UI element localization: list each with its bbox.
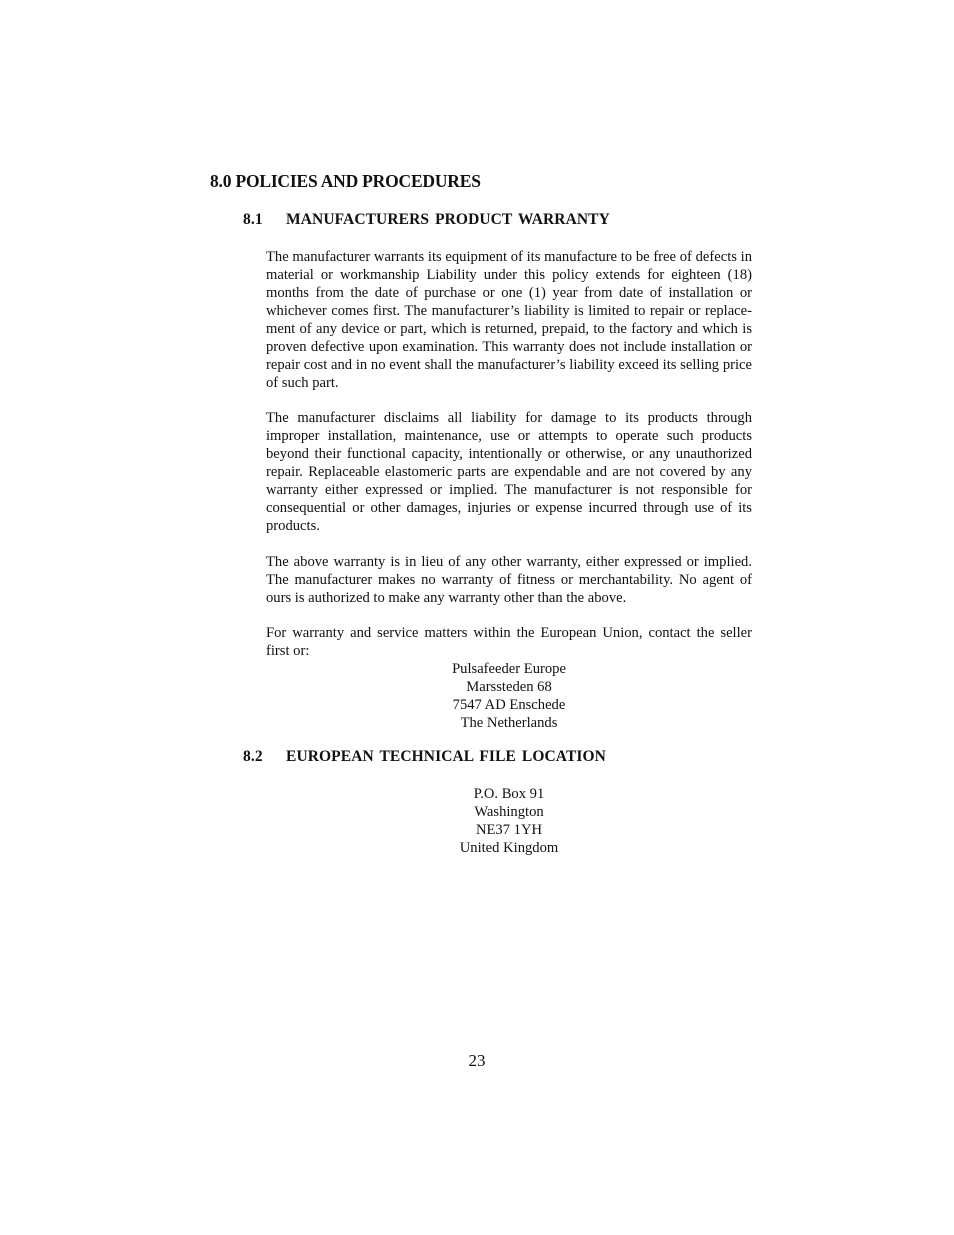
warranty-paragraph: The manufacturer warrants its equipment of its manufacture to be free of defects in material or workmanship Liability under this policy extends for eighteen (18) months from the date of purchase or one (1) year from date of installation or whichever comes first. The manufacturer’s liability is limited to repair or replace-ment of any device or part, which is returned, prepaid, to the factory and which is proven defective upon examination. This warranty does not include installation or repair cost and in no event shall the manufacturer’s liability exceed its selling price of such part.: [266, 249, 752, 391]
subsection-heading-technical-file: [243, 748, 606, 766]
address-line: P.O. Box 91: [473, 786, 545, 802]
disclaimer-paragraph: The manufacturer disclaims all liability for damage to its products through improper installation, maintenance, use or attempts to operate such products beyond their functional capacity, intentionally or otherwise, or any unauthorized repair. Replaceable elastomeric parts are expendable and are not covered by any warranty either expressed or implied. The manufacturer is not responsible for consequential or other damages, injuries or expense incurred through use of its products.: [266, 410, 752, 534]
subsection-number: 8.2: [243, 748, 263, 765]
address-line: Washington: [474, 804, 544, 820]
subsection-heading-warranty: [243, 211, 610, 229]
subsection-number: 8.1: [243, 211, 263, 228]
subsection-title: MANUFACTURERS PRODUCT WARRANTY: [286, 211, 610, 228]
address-line: United Kingdom: [459, 840, 559, 856]
subsection-title: EUROPEAN TECHNICAL FILE LOCATION: [286, 748, 606, 765]
eu-contact-address: [266, 660, 752, 732]
address-line: 7547 AD Enschede: [452, 697, 566, 713]
lieu-paragraph: The above warranty is in lieu of any other warranty, either expressed or implied. The manufacturer makes no warranty of fitness or merchantability. No agent of ours is authorized to make any warranty other than the above.: [266, 554, 752, 606]
address-line: The Netherlands: [460, 715, 558, 731]
page-number: 23: [468, 1051, 486, 1070]
eu-contact-paragraph: For warranty and service matters within the European Union, contact the seller first or:: [266, 625, 752, 659]
technical-file-address: [266, 785, 752, 857]
address-line: NE37 1YH: [475, 822, 543, 838]
section-heading: 8.0 POLICIES AND PROCEDURES: [210, 171, 481, 191]
address-line: Marssteden 68: [466, 679, 552, 695]
address-line: Pulsafeeder Europe: [452, 661, 566, 677]
